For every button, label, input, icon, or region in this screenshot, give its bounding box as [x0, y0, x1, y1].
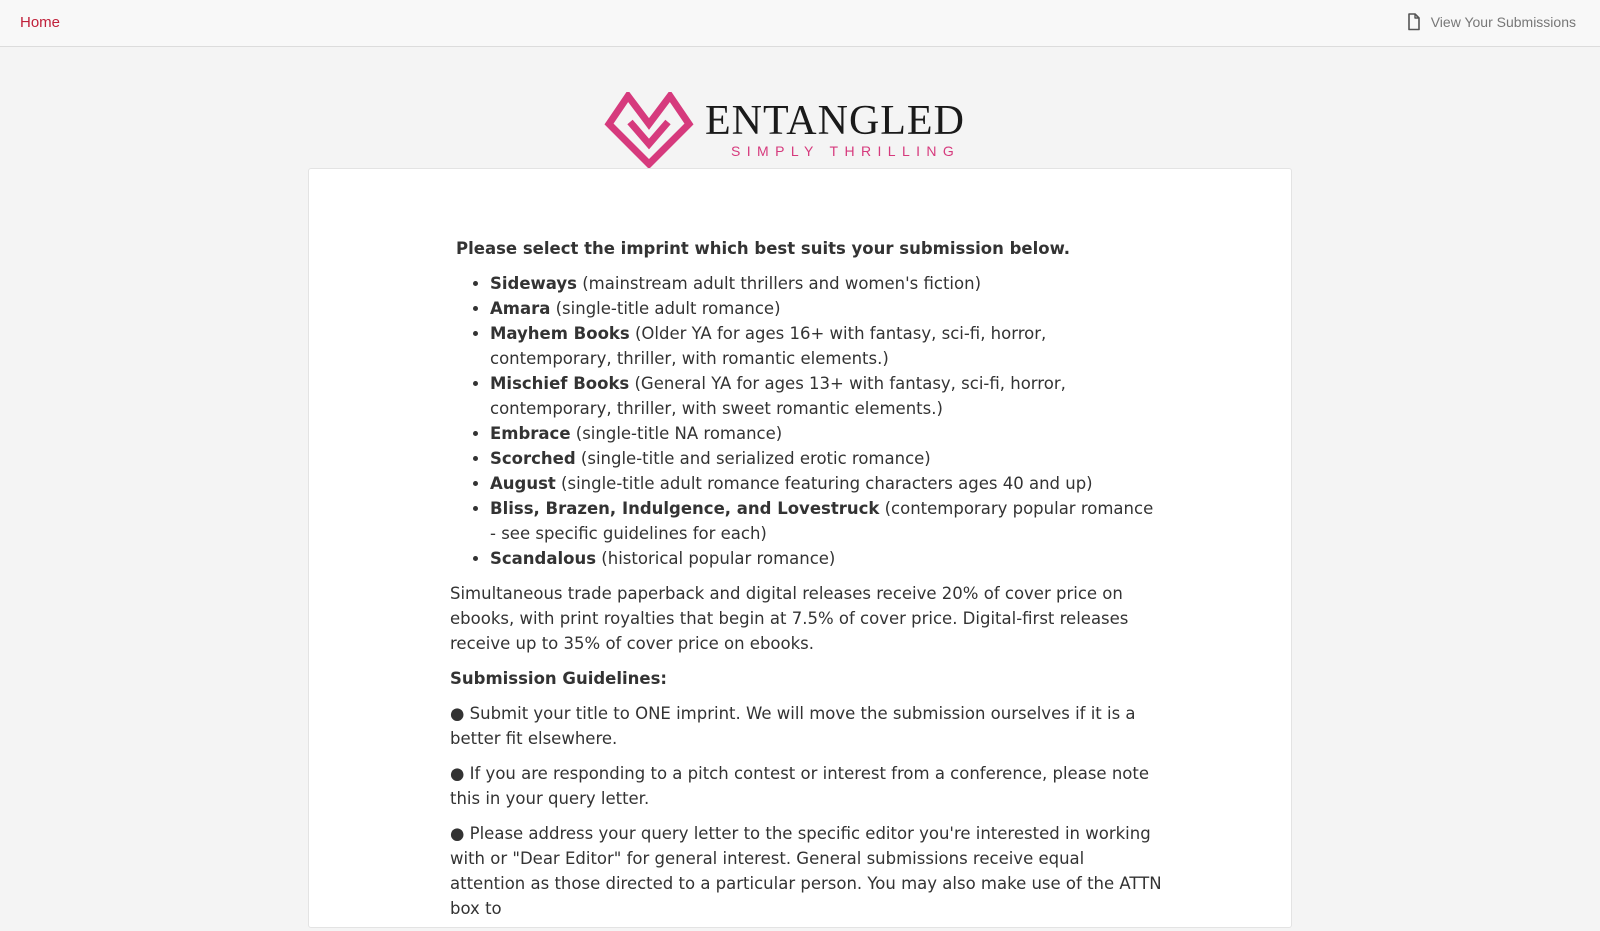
imprint-name: Sideways: [490, 274, 577, 293]
imprint-name: Bliss, Brazen, Indulgence, and Lovestruck: [490, 499, 880, 518]
top-nav-bar: [0, 0, 1600, 47]
imprint-name: Amara: [490, 299, 551, 318]
royalties-paragraph: Simultaneous trade paperback and digital releases receive 20% of cover price on ebooks, with print royalties that begin at 7.5% of cover price. Digital-first releases receive up to 35% of cover price on ebooks.: [450, 584, 1129, 653]
imprint-desc: (single-title adult romance featuring characters ages 40 and up): [555, 474, 1093, 493]
imprint-name: Mayhem Books: [490, 324, 630, 343]
imprint-item: [490, 546, 1162, 571]
guideline-item: ● If you are responding to a pitch contest or interest from a conference, please note this in your query letter.: [450, 764, 1149, 808]
logo-wordmark: ENTANGLED: [705, 98, 965, 144]
home-link[interactable]: Home: [20, 14, 61, 31]
imprint-item: [490, 446, 1162, 471]
imprint-item: [490, 471, 1162, 496]
imprint-name: August: [490, 474, 556, 493]
imprint-name: Scandalous: [490, 549, 597, 568]
imprint-desc: (Older YA for ages 16+ with fantasy, sci-fi, horror, contemporary, thriller, with romantic elements.): [490, 324, 1047, 368]
entangled-logo: [603, 92, 999, 172]
imprint-desc: (General YA for ages 13+ with fantasy, sci-fi, horror, contemporary, thriller, with sweet romantic elements.): [490, 374, 1066, 418]
guideline-item: ● Please address your query letter to the specific editor you're interested in working with or "Dear Editor" for general interest. General submissions receive equal attention as those directed to a particular person. You may also make use of the ATTN box to: [450, 824, 1162, 918]
view-submissions-label: View Your Submissions: [1430, 14, 1576, 30]
imprint-list: [450, 271, 1162, 571]
guideline-item: ● Submit your title to ONE imprint. We will move the submission ourselves if it is a better fit elsewhere.: [450, 704, 1136, 748]
view-submissions-link[interactable]: [1407, 13, 1576, 31]
logo-tagline: SIMPLY THRILLING: [731, 143, 961, 159]
imprint-desc: (single-title and serialized erotic romance): [575, 449, 931, 468]
imprint-item: [490, 296, 1162, 321]
imprint-item: [490, 371, 1162, 421]
imprint-name: Embrace: [490, 424, 571, 443]
imprint-desc: (mainstream adult thrillers and women's fiction): [577, 274, 982, 293]
guidelines-heading: Submission Guidelines:: [450, 669, 668, 688]
imprint-desc: (contemporary popular romance - see specific guidelines for each): [490, 499, 1154, 543]
imprint-item: [490, 271, 1162, 296]
imprint-desc: (single-title NA romance): [570, 424, 783, 443]
imprint-item: [490, 496, 1162, 546]
imprint-name: Scorched: [490, 449, 576, 468]
intro-heading: Please select the imprint which best suits your submission below.: [456, 239, 1071, 258]
imprint-desc: (historical popular romance): [596, 549, 836, 568]
imprint-item: [490, 321, 1162, 371]
heart-logo-icon: [603, 92, 695, 172]
document-icon: [1407, 13, 1421, 31]
imprint-name: Mischief Books: [490, 374, 630, 393]
imprint-desc: (single-title adult romance): [550, 299, 781, 318]
imprint-item: [490, 421, 1162, 446]
submission-info: [450, 236, 1162, 931]
